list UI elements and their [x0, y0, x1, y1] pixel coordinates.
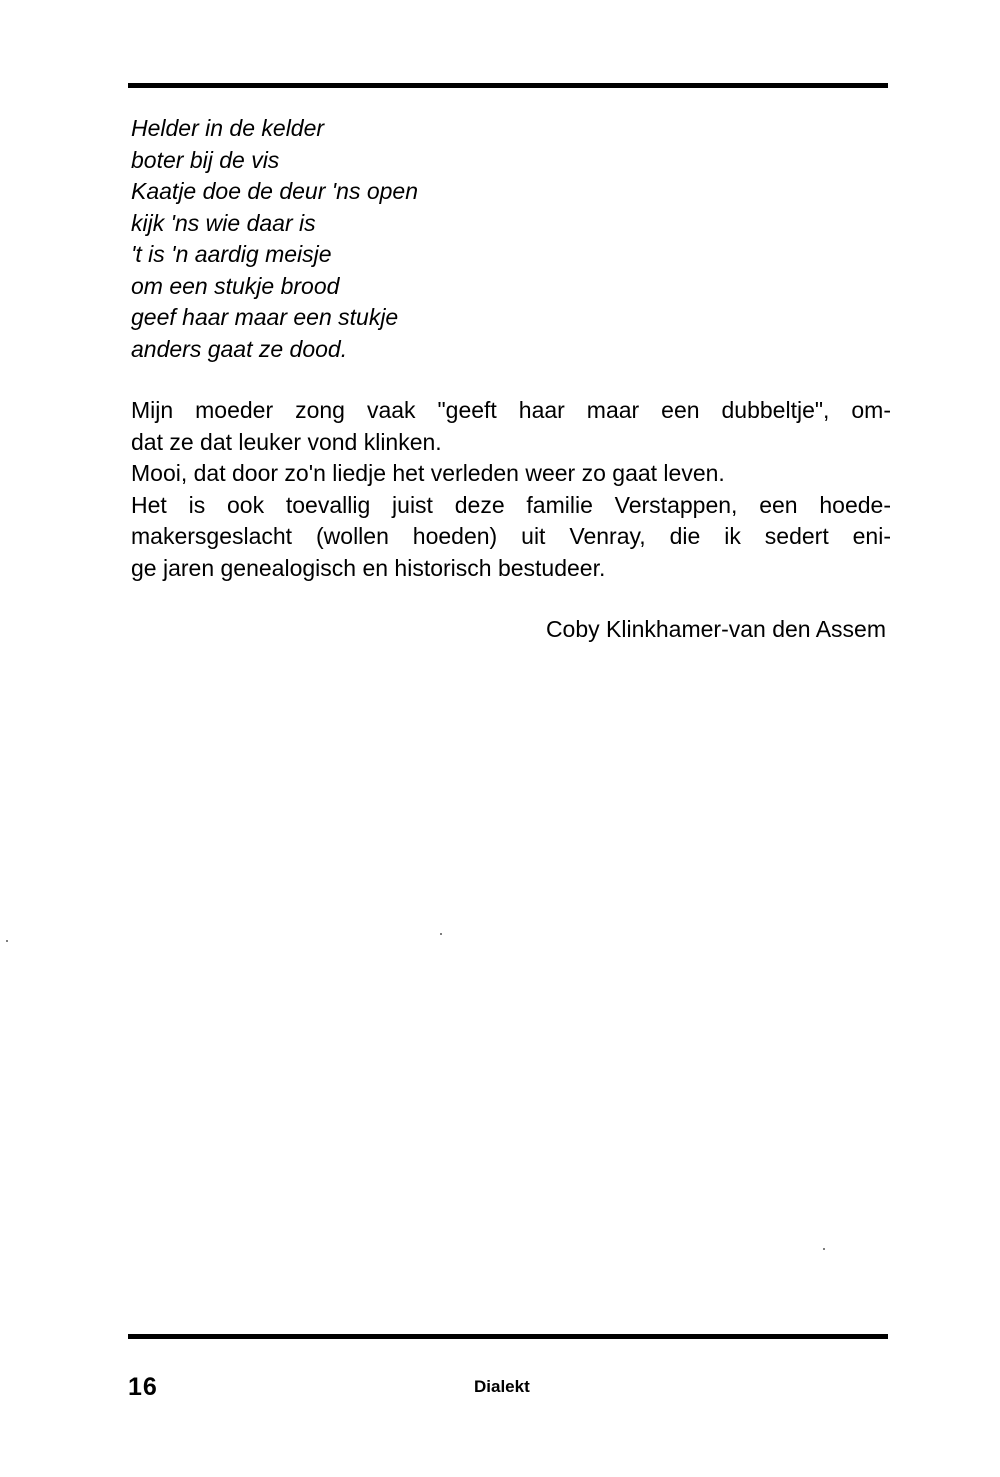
prose-line: Het is ook toevallig juist deze familie Verstappen, een hoede- — [131, 491, 891, 518]
scan-speck — [440, 933, 442, 935]
running-footer-title: Dialekt — [474, 1377, 530, 1396]
prose-line: Mijn moeder zong vaak "geeft haar maar een dubbeltje", om- — [131, 397, 891, 423]
poem-line: 't is 'n aardig meisje — [131, 241, 332, 267]
top-rule — [128, 83, 888, 88]
poem-line: Kaatje doe de deur 'ns open — [131, 178, 419, 204]
poem-line: Helder in de kelder — [131, 115, 325, 141]
poem-line: kijk 'ns wie daar is — [131, 209, 316, 236]
prose-line: Mooi, dat door zo'n liedje het verleden weer zo gaat leven. — [131, 460, 725, 486]
poem-line: om een stukje brood — [131, 272, 340, 299]
prose-line: dat ze dat leuker vond klinken. — [131, 428, 442, 455]
prose-paragraph — [131, 395, 891, 584]
poem-line: geef haar maar een stukje — [131, 304, 399, 330]
bottom-rule — [128, 1334, 888, 1339]
poem-line: boter bij de vis — [131, 146, 280, 173]
scan-speck — [6, 940, 8, 942]
poem-line: anders gaat ze dood. — [131, 335, 348, 362]
poem — [131, 113, 891, 365]
page-number: 16 — [128, 1373, 158, 1401]
prose-line: ge jaren genealogisch en historisch bestudeer. — [131, 554, 606, 581]
scan-speck — [823, 1248, 825, 1250]
prose-line: makersgeslacht (wollen hoeden) uit Venray, die ik sedert eni- — [131, 523, 891, 549]
author-signature: Coby Klinkhamer-van den Assem — [545, 616, 886, 642]
